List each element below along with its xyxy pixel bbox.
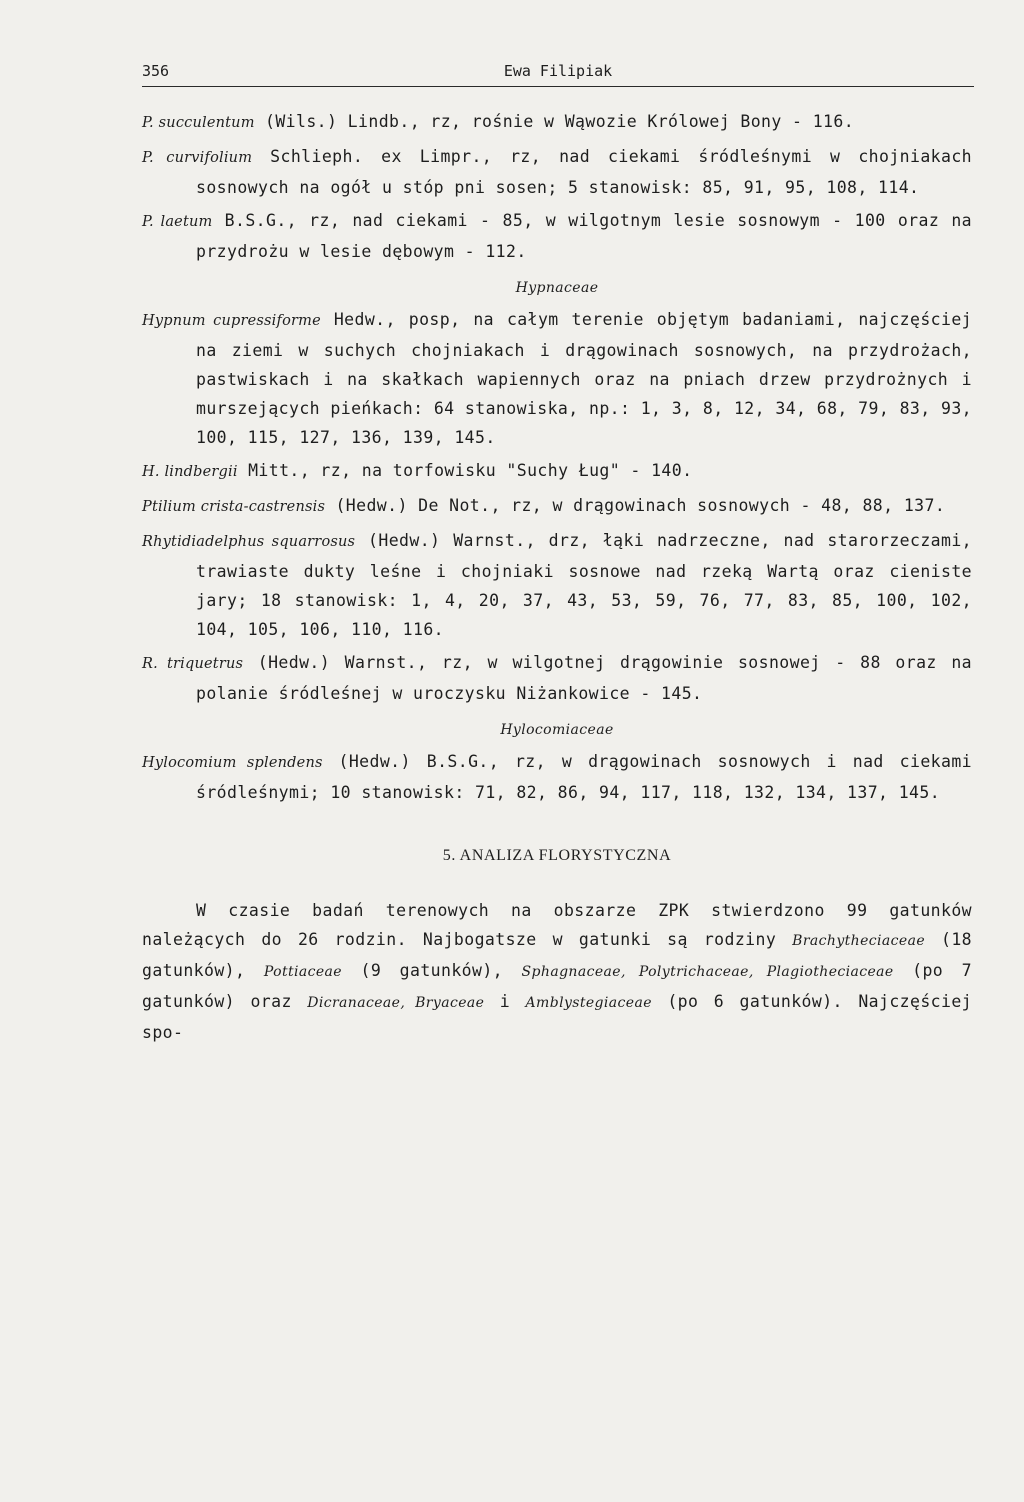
species-name: Rhytidiadelphus squarrosus [142,534,356,550]
species-entry [142,305,972,452]
species-description: (Hedw.) De Not., rz, w drągowinach sosnowych - 48, 88, 137. [335,496,946,515]
species-description: (Hedw.) Warnst., drz, łąki nadrzeczne, nad starorzeczami, trawiaste dukty leśne i chojniaki sosnowe nad rzeką Wartą oraz cieniste jary; 18 stanowisk: 1, 4, 20, 37, 43, 53, 59, 76, 77, 83, 85, 100, 102, 104, 105, 106, 110, 116. [196,531,972,639]
page-number: 356 [142,62,170,80]
family-name: Amblystegiaceae [525,995,652,1011]
species-entry [142,526,972,644]
species-name: Ptilium crista-castrensis [142,499,326,515]
para-text: i [484,992,526,1011]
species-entry [142,107,972,138]
running-head: Ewa Filipiak [503,62,613,80]
analysis-paragraph [142,896,972,1047]
para-text: W czasie badań terenowych na obszarze ZPK stwierdzono 99 gatunków należących do 26 rodzin. Najbogatsze w gatunki są rodziny [142,901,972,949]
species-name: Hylocomium splendens [142,755,323,771]
para-text: (po 7 gatunków) oraz [142,961,972,1011]
species-entry [142,206,972,266]
species-entry [142,456,972,487]
species-description: Mitt., rz, na torfowisku "Suchy Ług" - 140. [248,461,693,480]
species-description: (Hedw.) Warnst., rz, w wilgotnej drągowinie sosnowej - 88 oraz na polanie śródleśnej w uroczysku Niżankowice - 145. [196,653,972,703]
species-entry [142,648,972,708]
species-entry [142,142,972,202]
species-name: P. laetum [142,214,213,230]
species-description: Schlieph. ex Limpr., rz, nad ciekami śródleśnymi w chojniakach sosnowych na ogół u stóp pni sosen; 5 stanowisk: 85, 91, 95, 108, 114. [196,147,972,197]
family-name: Dicranaceae, Bryaceae [307,995,485,1011]
body-text [142,107,972,1047]
species-list [142,107,972,807]
species-description: Hedw., posp, na całym terenie objętym badaniami, najczęściej na ziemi w suchych chojniakach i drągowinach sosnowych, na przydrożach, pastwiskach i na skałkach wapiennych oraz na pniach drzew przydrożnych i murszejących pieńkach: 64 stanowiska, np.: 1, 3, 8, 12, 34, 68, 79, 83, 93, 100, 115, 127, 136, 139, 145. [196,310,973,447]
species-name: R. triquetrus [142,656,244,672]
species-description: (Hedw.) B.S.G., rz, w drągowinach sosnowych i nad ciekami śródleśnymi; 10 stanowisk: 71, 82, 86, 94, 117, 118, 132, 134, 137, 145. [196,752,972,802]
family-heading: Hylocomiaceae [500,722,614,738]
para-text: (9 gatunków), [341,961,522,980]
family-name: Pottiaceae [263,964,342,980]
species-entry [142,747,972,807]
para-text: (po 6 gatunków). Najczęściej spo- [142,992,972,1042]
species-entry [142,491,972,522]
species-name: Hypnum cupressiforme [142,313,321,329]
species-name: H. lindbergii [142,464,238,480]
section-title: 5. ANALIZA FLORYSTYCZNA [442,847,672,864]
header-rule [142,86,974,87]
family-name: Brachytheciaceae [792,933,926,949]
species-description: (Wils.) Lindb., rz, rośnie w Wąwozie Królowej Bony - 116. [265,112,855,131]
family-name: Sphagnaceae, Polytrichaceae, Plagiotheciaceae [521,964,894,980]
family-heading: Hypnaceae [515,280,599,296]
page-header [142,58,974,88]
para-text: (18 gatunków), [142,930,972,980]
species-name: P. succulentum [142,115,255,131]
species-description: B.S.G., rz, nad ciekami - 85, w wilgotnym lesie sosnowym - 100 oraz na przydrożu w lesie dębowym - 112. [196,211,972,261]
species-name: P. curvifolium [142,150,253,166]
